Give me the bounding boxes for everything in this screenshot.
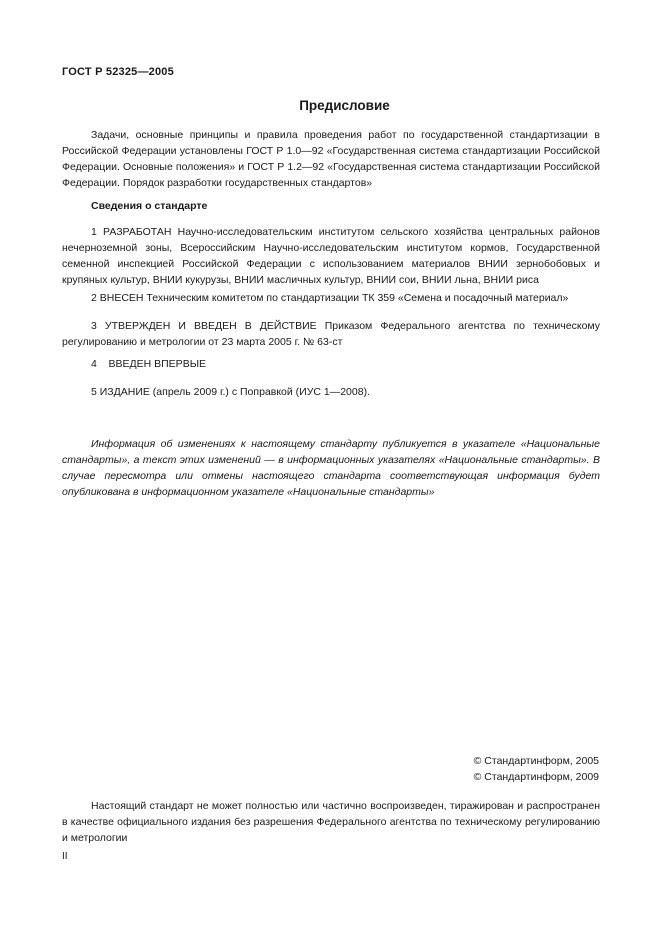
info-item-2: 2 ВНЕСЕН Техническим комитетом по стандартизации ТК 359 «Семена и посадочный материал» <box>91 292 569 304</box>
copyright-line-2: © Стандартинформ, 2009 <box>473 771 599 783</box>
changes-notice: Информация об изменениях к настоящему стандарту публикуется в указателе «Национальные стандарты», а текст этих изменений — в информационных указателях «Национальные стандарты». В случае пересмотра или отмены настоящего стандарта соответствующая информация будет опубликована в информационном указателе «Национальные стандарты» <box>62 438 600 498</box>
info-item-4: 4 ВВЕДЕН ВПЕРВЫЕ <box>91 358 206 370</box>
page-title: Предисловие <box>299 98 390 113</box>
document-code: ГОСТ Р 52325—2005 <box>62 66 174 78</box>
intro-paragraph: Задачи, основные принципы и правила проведения работ по государственной стандартизации в Российской Федерации установлены ГОСТ Р 1.0—92 «Государственная система стандартизации Российской Федерации. Основные положения» и ГОСТ Р 1.2—92 «Государственная система стандартизации Российской Федерации. Порядок разработки государственных стандартов» <box>62 129 600 189</box>
reproduction-notice: Настоящий стандарт не может полностью или частично воспроизведен, тиражирован и распространен в качестве официального издания без разрешения Федерального агентства по техническому регулированию и метрологии <box>62 800 600 844</box>
info-item-3: 3 УТВЕРЖДЕН И ВВЕДЕН В ДЕЙСТВИЕ Приказом Федерального агентства по техническому регулированию и метрологии от 23 марта 2005 г. № 63-ст <box>62 320 600 348</box>
info-item-5: 5 ИЗДАНИЕ (апрель 2009 г.) с Поправкой (ИУС 1—2008). <box>91 386 370 398</box>
copyright-line-1: © Стандартинформ, 2005 <box>473 755 599 767</box>
page-number: II <box>62 851 68 862</box>
info-item-1: 1 РАЗРАБОТАН Научно-исследовательским институтом сельского хозяйства центральных районов нечерноземной зоны, Всероссийским Научно-исследовательским институтом кормов, Государственной семенной инспекцией Российской Федерации с использованием материалов ВНИИ зернобобовых и крупяных культур, ВНИИ кукурузы, ВНИИ масличных культур, ВНИИ сои, ВНИИ льна, ВНИИ риса <box>62 226 600 286</box>
info-heading: Сведения о стандарте <box>91 200 208 212</box>
